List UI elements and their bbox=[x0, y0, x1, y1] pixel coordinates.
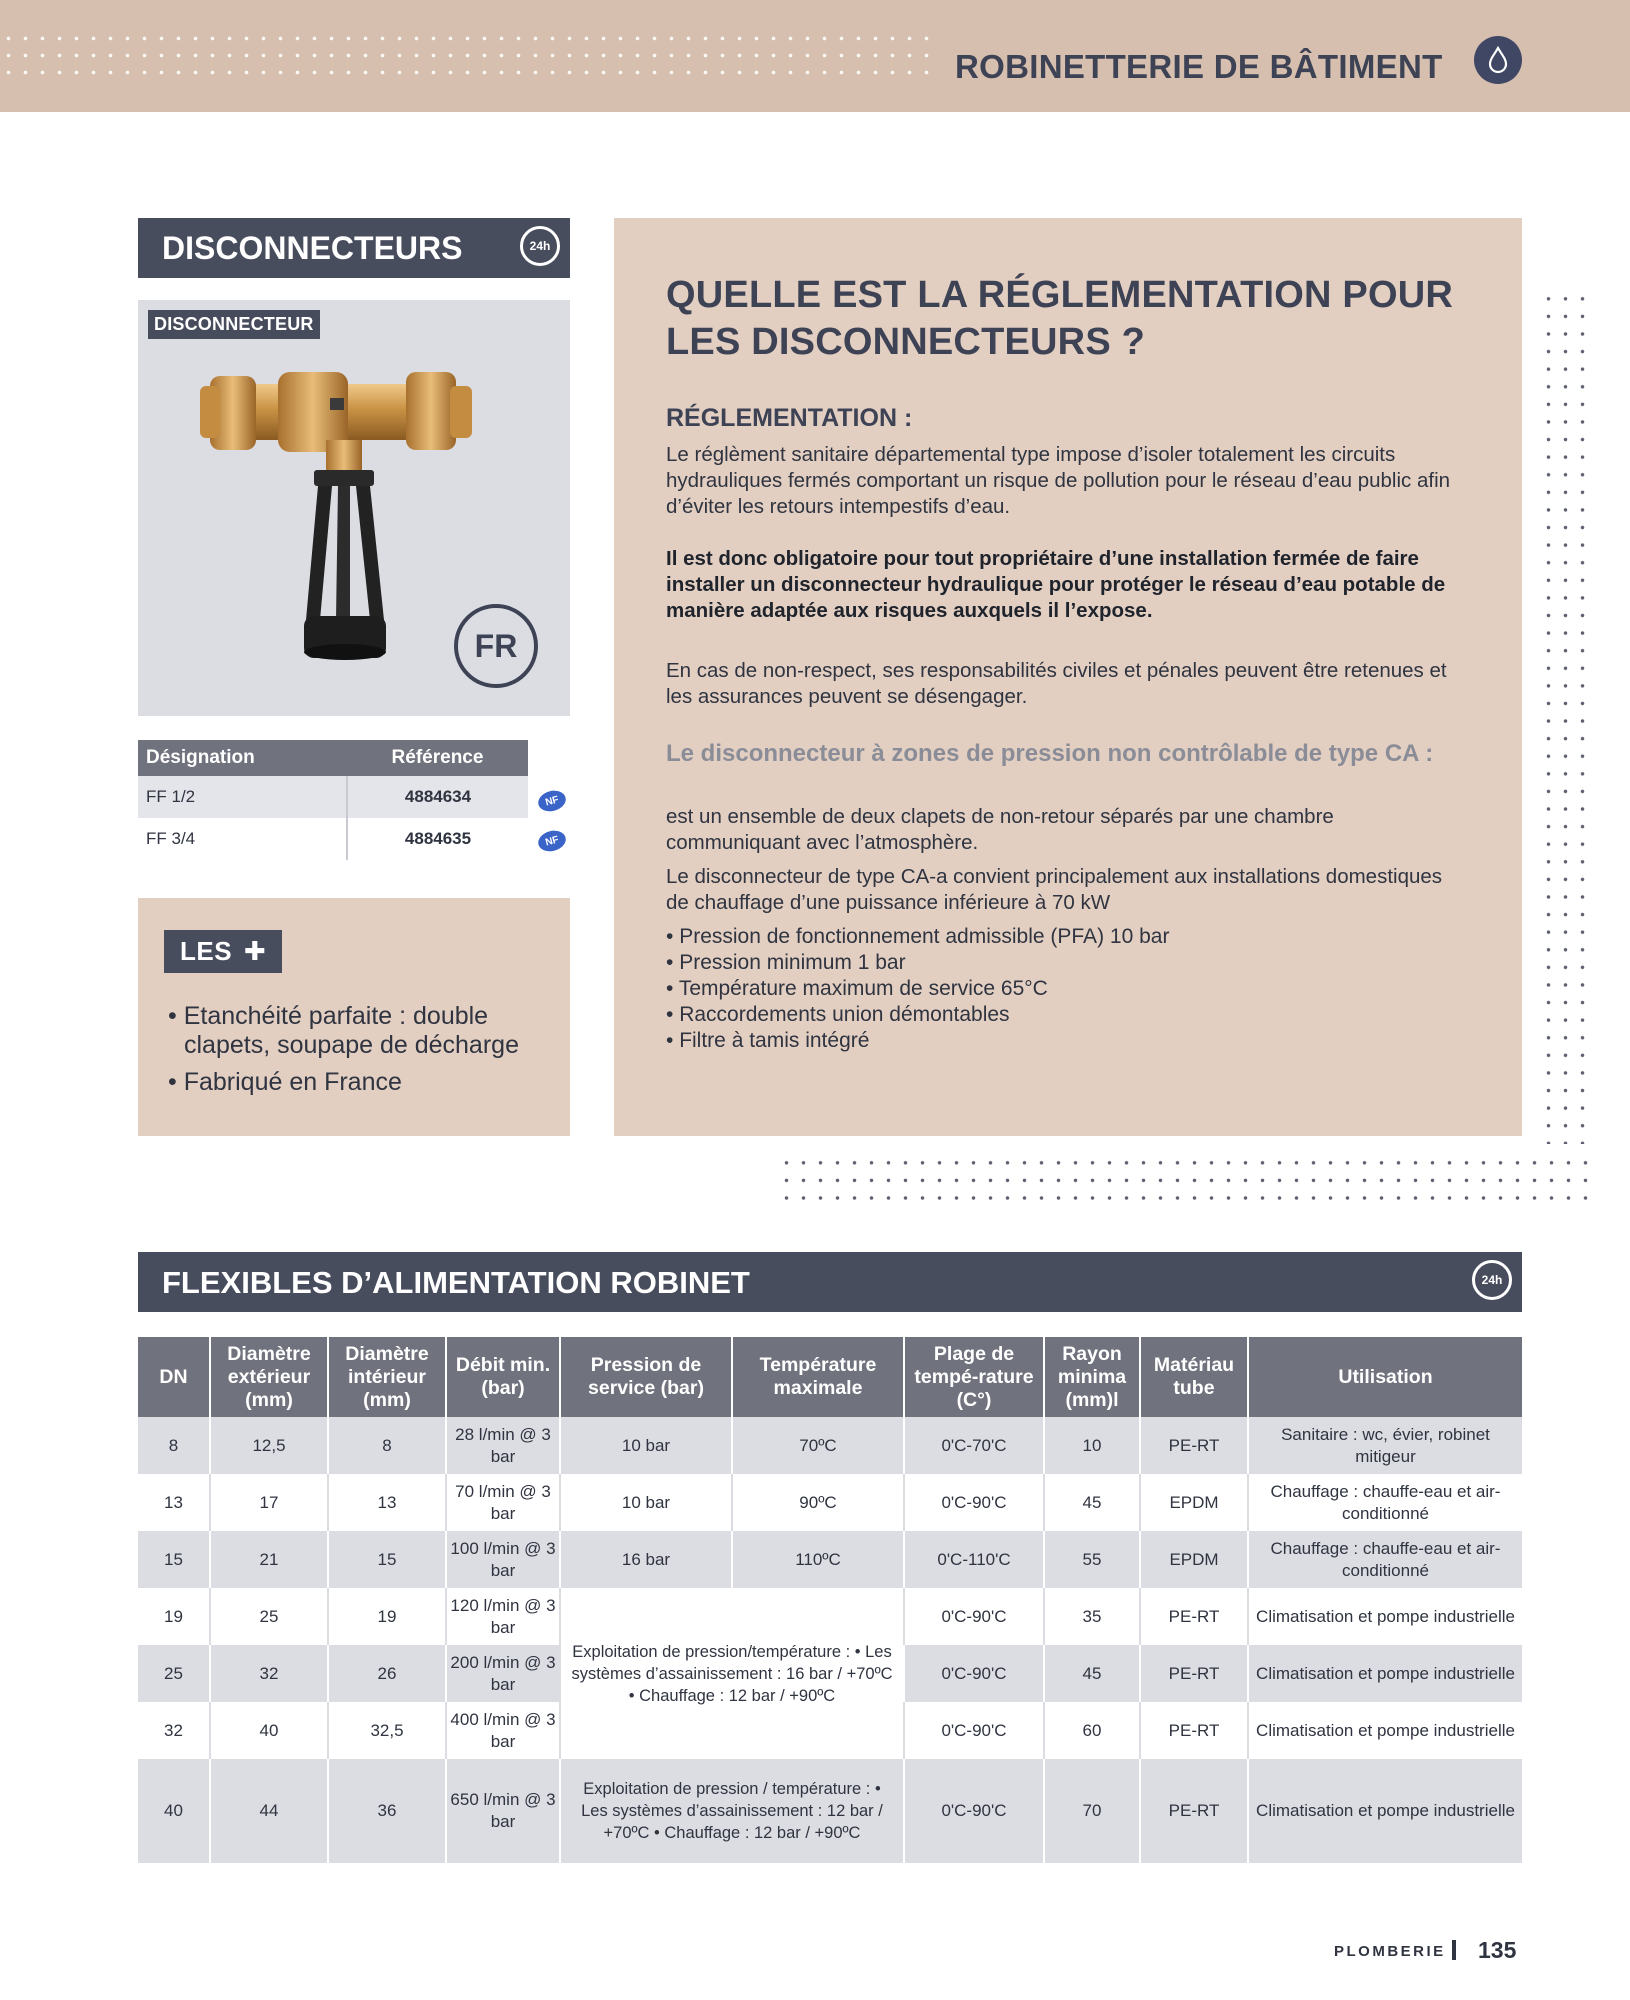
temp-cell: 110ºC bbox=[732, 1531, 904, 1588]
debit-cell: 650 l/min @ 3 bar bbox=[446, 1759, 560, 1863]
rayon-cell: 45 bbox=[1044, 1474, 1140, 1531]
col-header-temperature: Température maximale bbox=[732, 1337, 904, 1417]
ext-cell: 21 bbox=[210, 1531, 328, 1588]
utilisation-cell: Climatisation et pompe industrielle bbox=[1248, 1588, 1522, 1645]
int-cell: 13 bbox=[328, 1474, 446, 1531]
pressure-temperature-note: Exploitation de pression / température : • Les systèmes d’assainissement : 12 bar / +70ºC • Chauffage : 12 bar / +90ºC bbox=[560, 1759, 904, 1863]
int-cell: 26 bbox=[328, 1645, 446, 1702]
col-header-dn: DN bbox=[138, 1337, 210, 1417]
table-row bbox=[138, 1588, 1522, 1645]
rayon-cell: 70 bbox=[1044, 1759, 1140, 1863]
product-label: DISCONNECTEUR bbox=[148, 310, 320, 339]
col-header-diam-ext: Diamètre extérieur (mm) bbox=[210, 1337, 328, 1417]
plage-cell: 0'C-70'C bbox=[904, 1417, 1044, 1474]
materiau-cell: EPDM bbox=[1140, 1531, 1248, 1588]
list-item-text: Pression minimum 1 bar bbox=[679, 951, 906, 974]
ext-cell: 25 bbox=[210, 1588, 328, 1645]
pression-cell: 16 bar bbox=[560, 1531, 732, 1588]
table-row bbox=[138, 818, 528, 860]
spec-bullet-list bbox=[666, 924, 1466, 1054]
list-item: • Etanchéité parfaite : double clapets, soupape de décharge bbox=[168, 1002, 519, 1059]
materiau-cell: PE-RT bbox=[1140, 1588, 1248, 1645]
utilisation-cell: Sanitaire : wc, évier, robinet mitigeur bbox=[1248, 1417, 1522, 1474]
dn-cell: 13 bbox=[138, 1474, 210, 1531]
col-header-rayon: Rayon minima (mm)l bbox=[1044, 1337, 1140, 1417]
water-drop-icon bbox=[1474, 36, 1522, 84]
dn-cell: 19 bbox=[138, 1588, 210, 1645]
decorative-dots-horizontal bbox=[778, 1154, 1590, 1206]
designation-cell: FF 1/2 bbox=[138, 776, 347, 818]
rayon-cell: 45 bbox=[1044, 1645, 1140, 1702]
section-title: ROBINETTERIE DE BÂTIMENT bbox=[955, 48, 1443, 85]
nf-certification-icon: NF bbox=[536, 788, 568, 815]
list-item-text: Température maximum de service 65°C bbox=[678, 977, 1048, 1000]
plage-cell: 0'C-90'C bbox=[904, 1702, 1044, 1759]
disconnecteurs-header bbox=[138, 218, 570, 278]
pression-cell: 10 bar bbox=[560, 1417, 732, 1474]
table-row bbox=[138, 1759, 1522, 1863]
col-header-plage: Plage de tempé-rature (C°) bbox=[904, 1337, 1044, 1417]
regulation-title: QUELLE EST LA RÉGLEMENTATION POUR LES DISCONNECTEURS ? bbox=[666, 274, 1454, 363]
rayon-cell: 60 bbox=[1044, 1702, 1140, 1759]
footer-divider bbox=[1452, 1940, 1456, 1960]
delivery-24h-icon: 24h bbox=[1472, 1260, 1512, 1300]
debit-cell: 100 l/min @ 3 bar bbox=[446, 1531, 560, 1588]
ext-cell: 12,5 bbox=[210, 1417, 328, 1474]
materiau-cell: EPDM bbox=[1140, 1474, 1248, 1531]
dn-cell: 32 bbox=[138, 1702, 210, 1759]
ca-type-subtitle: Le disconnecteur à zones de pression non contrôlable de type CA : bbox=[666, 740, 1434, 767]
col-header-diam-int: Diamètre intérieur (mm) bbox=[328, 1337, 446, 1417]
plage-cell: 0'C-90'C bbox=[904, 1474, 1044, 1531]
plage-cell: 0'C-90'C bbox=[904, 1645, 1044, 1702]
col-header-utilisation: Utilisation bbox=[1248, 1337, 1522, 1417]
regulation-paragraph: Le réglèment sanitaire départemental type impose d’isoler totalement les circuits hydrauliques fermés comportant un risque de pollution pour le réseau d’eau public afin d’éviter les retours intempestifs d’eau. bbox=[666, 443, 1451, 518]
delivery-24h-icon: 24h bbox=[520, 226, 560, 266]
plage-cell: 0'C-90'C bbox=[904, 1588, 1044, 1645]
list-item: • Fabriqué en France bbox=[168, 1068, 402, 1096]
ext-cell: 40 bbox=[210, 1702, 328, 1759]
temp-cell: 90ºC bbox=[732, 1474, 904, 1531]
debit-cell: 120 l/min @ 3 bar bbox=[446, 1588, 560, 1645]
reference-cell: 4884634 bbox=[347, 776, 528, 818]
col-header-designation: Désignation bbox=[138, 740, 347, 776]
flexibles-title: FLEXIBLES D’ALIMENTATION ROBINET bbox=[162, 1265, 750, 1300]
ext-cell: 17 bbox=[210, 1474, 328, 1531]
dn-cell: 25 bbox=[138, 1645, 210, 1702]
utilisation-cell: Climatisation et pompe industrielle bbox=[1248, 1759, 1522, 1863]
list-item-text: Pression de fonctionnement admissible (PFA) 10 bar bbox=[679, 925, 1170, 948]
flexibles-header bbox=[138, 1252, 1522, 1312]
col-header-pression: Pression de service (bar) bbox=[560, 1337, 732, 1417]
temp-cell: 70ºC bbox=[732, 1417, 904, 1474]
list-item: • Raccordements union démontables bbox=[666, 1003, 1010, 1026]
advantages-box bbox=[138, 898, 570, 1136]
regulation-paragraph: En cas de non-respect, ses responsabilités civiles et pénales peuvent être retenues et les assurances peuvent se désengager. bbox=[666, 659, 1447, 708]
designation-cell: FF 3/4 bbox=[138, 818, 347, 860]
plage-cell: 0'C-110'C bbox=[904, 1531, 1044, 1588]
list-item-text: Etanchéité parfaite : double clapets, soupape de décharge bbox=[183, 1002, 519, 1059]
utilisation-cell: Chauffage : chauffe-eau et air-conditionné bbox=[1248, 1474, 1522, 1531]
debit-cell: 28 l/min @ 3 bar bbox=[446, 1417, 560, 1474]
decorative-dots-vertical bbox=[1540, 290, 1590, 1144]
debit-cell: 70 l/min @ 3 bar bbox=[446, 1474, 560, 1531]
table-row bbox=[138, 1531, 1522, 1588]
plus-icon: ✚ bbox=[243, 936, 267, 966]
list-item-text: Fabriqué en France bbox=[183, 1068, 402, 1096]
materiau-cell: PE-RT bbox=[1140, 1759, 1248, 1863]
list-item-text: Filtre à tamis intégré bbox=[679, 1029, 870, 1052]
materiau-cell: PE-RT bbox=[1140, 1702, 1248, 1759]
pression-cell: 10 bar bbox=[560, 1474, 732, 1531]
ca-type-description: est un ensemble de deux clapets de non-retour séparés par une chambre communiquant avec l’atmosphère. bbox=[666, 805, 1334, 854]
list-item-text: Raccordements union démontables bbox=[679, 1003, 1010, 1026]
ext-cell: 32 bbox=[210, 1645, 328, 1702]
materiau-cell: PE-RT bbox=[1140, 1645, 1248, 1702]
debit-cell: 200 l/min @ 3 bar bbox=[446, 1645, 560, 1702]
ext-cell: 44 bbox=[210, 1759, 328, 1863]
materiau-cell: PE-RT bbox=[1140, 1417, 1248, 1474]
list-item: • Filtre à tamis intégré bbox=[666, 1029, 870, 1052]
dn-cell: 8 bbox=[138, 1417, 210, 1474]
col-header-debit: Débit min. (bar) bbox=[446, 1337, 560, 1417]
table-row bbox=[138, 1474, 1522, 1531]
list-item: • Pression minimum 1 bar bbox=[666, 951, 906, 974]
ca-a-description: Le disconnecteur de type CA-a convient principalement aux installations domestiques de chauffage d’une puissance inférieure à 70 kW bbox=[666, 865, 1443, 914]
int-cell: 32,5 bbox=[328, 1702, 446, 1759]
made-in-france-badge: FR bbox=[454, 604, 538, 688]
footer-category: PLOMBERIE bbox=[1334, 1943, 1446, 1960]
table-header-row bbox=[138, 1337, 1522, 1417]
int-cell: 15 bbox=[328, 1531, 446, 1588]
header-dot-pattern bbox=[0, 30, 940, 82]
utilisation-cell: Climatisation et pompe industrielle bbox=[1248, 1702, 1522, 1759]
reference-cell: 4884635 bbox=[404, 829, 472, 848]
disconnecteur-reference-table bbox=[138, 740, 528, 860]
product-image-box bbox=[138, 300, 570, 716]
nf-certification-icon: NF bbox=[536, 828, 568, 855]
dn-cell: 40 bbox=[138, 1759, 210, 1863]
page-number: 135 bbox=[1478, 1937, 1517, 1963]
utilisation-cell: Climatisation et pompe industrielle bbox=[1248, 1645, 1522, 1702]
col-header-materiau: Matériau tube bbox=[1140, 1337, 1248, 1417]
advantages-list bbox=[166, 1002, 566, 1105]
advantages-tag bbox=[164, 930, 282, 973]
advantages-tag-label: LES bbox=[180, 936, 233, 966]
list-item: • Pression de fonctionnement admissible (PFA) 10 bar bbox=[666, 925, 1170, 948]
plage-cell: 0'C-90'C bbox=[904, 1759, 1044, 1863]
utilisation-cell: Chauffage : chauffe-eau et air-conditionné bbox=[1248, 1531, 1522, 1588]
int-cell: 36 bbox=[328, 1759, 446, 1863]
regulation-paragraph-bold: Il est donc obligatoire pour tout propriétaire d’une installation fermée de faire installer un disconnecteur hydraulique pour protéger le réseau d’eau potable de manière adaptée aux risques auxquels il l’expose. bbox=[666, 547, 1446, 622]
flexibles-table bbox=[138, 1337, 1522, 1863]
rayon-cell: 10 bbox=[1044, 1417, 1140, 1474]
table-row bbox=[138, 1417, 1522, 1474]
table-row bbox=[138, 776, 528, 818]
rayon-cell: 55 bbox=[1044, 1531, 1140, 1588]
regulation-subtitle: RÉGLEMENTATION : bbox=[666, 404, 913, 432]
pressure-temperature-note: Exploitation de pression/température : • Les systèmes d’assainissement : 16 bar / +70ºC • Chauffage : 12 bar / +90ºC bbox=[560, 1588, 904, 1759]
dn-cell: 15 bbox=[138, 1531, 210, 1588]
int-cell: 19 bbox=[328, 1588, 446, 1645]
regulation-panel bbox=[614, 218, 1522, 1136]
debit-cell: 400 l/min @ 3 bar bbox=[446, 1702, 560, 1759]
list-item: • Température maximum de service 65°C bbox=[666, 977, 1048, 1000]
rayon-cell: 35 bbox=[1044, 1588, 1140, 1645]
disconnecteurs-title: DISCONNECTEURS bbox=[162, 230, 463, 266]
int-cell: 8 bbox=[328, 1417, 446, 1474]
col-header-reference: Référence bbox=[347, 740, 528, 776]
